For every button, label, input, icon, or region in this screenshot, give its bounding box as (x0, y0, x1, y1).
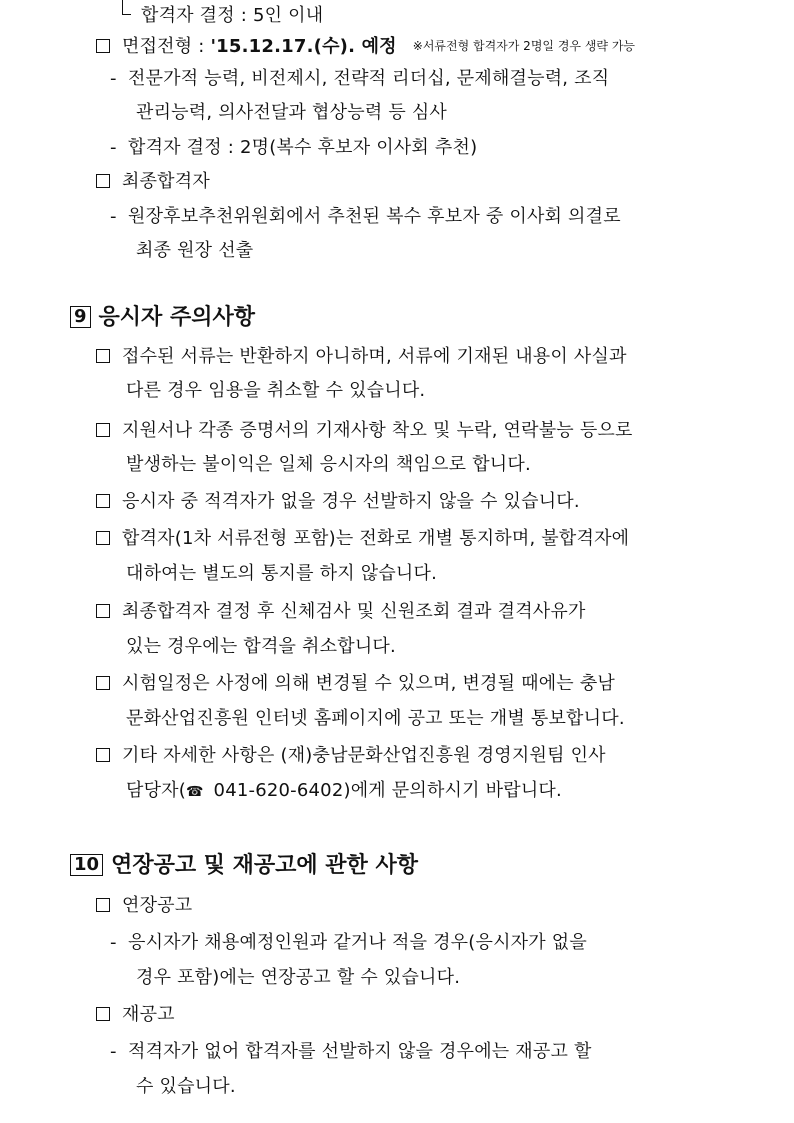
checkbox-icon (96, 748, 110, 762)
dash-icon: - (110, 932, 117, 953)
checkbox-icon (96, 676, 110, 690)
section-10-number: 10 (70, 854, 103, 876)
notice-item-4-line2: 대하여는 별도의 통지를 하지 않습니다. (126, 563, 438, 584)
notice-item-2-line1: 지원서나 각종 증명서의 기재사항 착오 및 누락, 연락불능 등으로 (122, 420, 633, 441)
corner-bracket-icon (122, 0, 131, 15)
final-pass-desc-line2 (136, 239, 253, 263)
re-notice-line1 (110, 1040, 592, 1064)
contact-prefix: 담당자( (126, 780, 186, 801)
checkbox-icon (96, 349, 110, 363)
notice-item-7 (96, 744, 606, 768)
interview-criteria-line2 (136, 101, 447, 125)
section-9-heading (70, 304, 255, 332)
notice-item-6-line1: 시험일정은 사정에 의해 변경될 수 있으며, 변경될 때에는 충남 (122, 673, 615, 694)
notice-item-1-line1: 접수된 서류는 반환하지 아니하며, 서류에 기재된 내용이 사실과 (122, 346, 627, 367)
notice-item-2 (96, 419, 633, 443)
section-10-heading (70, 852, 418, 880)
contact-number: 041-620-6402)에게 문의하시기 바랍니다. (207, 780, 562, 801)
notice-item-2-cont (126, 453, 531, 477)
interview-criteria-text1: 전문가적 능력, 비전제시, 전략적 리더십, 문제해결능력, 조직 (128, 68, 610, 89)
final-pass-desc-text2: 최종 원장 선출 (136, 240, 254, 261)
notice-item-1-line2: 다른 경우 임용을 취소할 수 있습니다. (126, 380, 426, 401)
notice-item-5 (96, 600, 586, 624)
extension-notice-line1 (110, 931, 587, 955)
checkbox-icon (96, 531, 110, 545)
notice-item-3 (96, 490, 580, 514)
section-9-number: 9 (70, 306, 91, 328)
notice-item-1 (96, 345, 627, 369)
notice-item-4-cont (126, 562, 437, 586)
section-10-title: 연장공고 및 재공고에 관한 사항 (111, 853, 418, 878)
checkbox-icon (96, 898, 110, 912)
notice-item-7-cont (126, 779, 562, 804)
notice-item-3-line1: 응시자 중 적격자가 없을 경우 선발하지 않을 수 있습니다. (122, 491, 580, 512)
re-notice-line2 (136, 1075, 236, 1099)
notice-item-6-cont (126, 707, 625, 731)
notice-item-7-line1: 기타 자세한 사항은 (재)충남문화산업진흥원 경영지원팀 인사 (122, 745, 606, 766)
final-pass-desc-line1 (110, 205, 621, 229)
checkbox-icon (96, 604, 110, 618)
notice-item-1-cont (126, 379, 425, 403)
final-pass-line (96, 170, 210, 194)
final-pass-desc-text1: 원장후보추천위원회에서 추천된 복수 후보자 중 이사회 의결로 (128, 206, 621, 227)
notice-item-4 (96, 527, 629, 551)
checkbox-icon (96, 39, 110, 53)
re-notice-label: 재공고 (122, 1004, 175, 1025)
notice-item-4-line1: 합격자(1차 서류전형 포함)는 전화로 개별 통지하며, 불합격자에 (122, 528, 630, 549)
checkbox-icon (96, 174, 110, 188)
interview-line (96, 34, 635, 59)
result-decision-line (122, 0, 323, 28)
interview-decision-line (110, 136, 477, 160)
re-notice-text2: 수 있습니다. (136, 1076, 236, 1097)
phone-icon: ☎ (186, 784, 204, 800)
extension-notice-label-line (96, 894, 192, 918)
re-notice-label-line (96, 1003, 175, 1027)
interview-date: '15.12.17.(수). 예정 (210, 36, 397, 57)
notice-item-5-cont (126, 635, 396, 659)
section-9-title: 응시자 주의사항 (98, 305, 255, 330)
interview-criteria-line1 (110, 67, 609, 91)
notice-item-6-line2: 문화산업진흥원 인터넷 홈페이지에 공고 또는 개별 통보합니다. (126, 708, 625, 729)
extension-notice-line2 (136, 966, 460, 990)
checkbox-icon (96, 494, 110, 508)
dash-icon: - (110, 68, 117, 89)
checkbox-icon (96, 423, 110, 437)
notice-item-5-line2: 있는 경우에는 합격을 취소합니다. (126, 636, 396, 657)
extension-notice-label: 연장공고 (122, 895, 193, 916)
notice-item-2-line2: 발생하는 불이익은 일체 응시자의 책임으로 합니다. (126, 454, 531, 475)
interview-decision-text: 합격자 결정 : 2명(복수 후보자 이사회 추천) (128, 137, 478, 158)
extension-notice-text1: 응시자가 채용예정인원과 같거나 적을 경우(응시자가 없을 (128, 932, 587, 953)
interview-criteria-text2: 관리능력, 의사전달과 협상능력 등 심사 (136, 102, 448, 123)
extension-notice-text2: 경우 포함)에는 연장공고 할 수 있습니다. (136, 967, 461, 988)
dash-icon: - (110, 206, 117, 227)
result-decision-text: 합격자 결정 : 5인 이내 (141, 5, 324, 26)
checkbox-icon (96, 1007, 110, 1021)
final-pass-label: 최종합격자 (122, 171, 210, 192)
dash-icon: - (110, 137, 117, 158)
notice-item-5-line1: 최종합격자 결정 후 신체검사 및 신원조회 결과 결격사유가 (122, 601, 586, 622)
notice-item-6 (96, 672, 615, 696)
dash-icon: - (110, 1041, 117, 1062)
interview-label: 면접전형 : (122, 36, 211, 57)
interview-note: ※서류전형 합격자가 2명일 경우 생략 가능 (412, 39, 636, 53)
re-notice-text1: 적격자가 없어 합격자를 선발하지 않을 경우에는 재공고 할 (128, 1041, 592, 1062)
